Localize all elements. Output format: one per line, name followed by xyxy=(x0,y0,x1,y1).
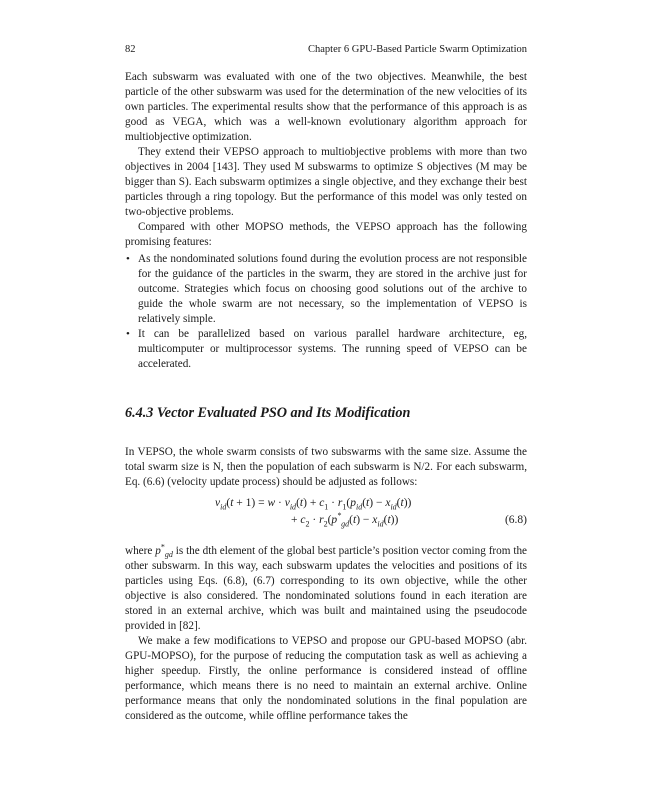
equation-number: (6.8) xyxy=(504,514,527,526)
page-body xyxy=(125,70,527,724)
feature-item-parallel: • It can be parallelized based on various parallel hardware architecture, eg, multicomputer or multiprocessor systems. The running speed of VEPSO can be accelerated. xyxy=(125,327,527,372)
paragraph-5: where $p^*_{gd}$ is the dth element of the global best particle’s position vector coming from the other subswarm. In this way, each subswarm updates the velocities and positions of its particles using Eqs. (6.8), (6.7) corresponding to its own objective, while the other objective is also considered. The nondominated solutions found in each iteration are stored in an external archive, which was built and maintained using the pseudocode provided in [82]. xyxy=(125,542,528,632)
paragraph-4: In VEPSO, the whole swarm consists of two subswarms with the same size. Assume the total swarm size is N, then the population of each subswarm is N/2. For each subswarm, Eq. (6.6) (velocity update process) should be adjusted as follows: xyxy=(125,446,527,488)
page-number: 82 xyxy=(125,44,136,55)
paragraph-3: Compared with other MOPSO methods, the VEPSO approach has the following promising features: xyxy=(125,221,527,248)
equation-line-2: + $c_2 \cdot r_2(p^*_{gd}(t) - x_{id}(t))$ xyxy=(291,511,399,529)
paragraph-6: We make a few modifications to VEPSO and propose our GPU-based MOPSO (abr. GPU-MOPSO), for the purpose of reducing the computation task as well as achieving a higher speedup. Firstly, the online performance is considered instead of offline performance, which means there is no need to maintain an external archive. Online performance means that only the nondominated solutions in the final population are considered as the outcome, while offline performance takes the xyxy=(125,635,527,722)
running-header xyxy=(125,44,527,55)
paragraph-1: Each subswarm was evaluated with one of the two objectives. Meanwhile, the best particle of the other subswarm was used for the determination of the new velocities of its own particles. The experimental results show that the performance of this approach is as good as VEGA, which was a well-known evolutionary algorithm approach for multiobjective optimization. xyxy=(125,71,527,143)
equation-6-8 xyxy=(125,496,527,540)
section-heading: 6.4.3 Vector Evaluated PSO and Its Modification xyxy=(125,405,411,421)
feature-item-simplicity: • As the nondominated solutions found during the evolution process are not responsible for the guidance of the particles in the swarm, they are stored in the archive just for outcome. Strategies which focus on choosing good solutions out of the archive to guide the whole swarm are not necessary, so the implementation of VEPSO is relatively simple. xyxy=(125,252,527,327)
paragraph-5-text: is the dth element of the global best particle’s position vector coming from the other subswarm. In this way, each subswarm updates the velocities and positions of its particles using Eqs. (6.8), (6.7) corresponding to its own objective, while the other objective is also considered. The nondominated solutions found in each iteration are stored in an external archive, which was built and maintained using the pseudocode provided in [82]. xyxy=(125,545,528,632)
paragraph-2: They extend their VEPSO approach to multiobjective problems with more than two objectives in 2004 [143]. They used M subswarms to optimize S objectives (M may be bigger than S). Each subswarm optimizes a single objective, and they exchange their best particles through a ring topology. But the performance of this model was only tested on two-objective problems. xyxy=(125,146,527,218)
equation-line-1: $v_{id}(t + 1) = w \cdot v_{id}(t) + c_1 \cdot r_1(p_{id}(t) - x_{id}(t))$ xyxy=(215,497,412,512)
where-word: where xyxy=(125,545,153,557)
feature-list xyxy=(125,252,527,372)
running-title: Chapter 6 GPU-Based Particle Swarm Optimization xyxy=(308,44,527,55)
